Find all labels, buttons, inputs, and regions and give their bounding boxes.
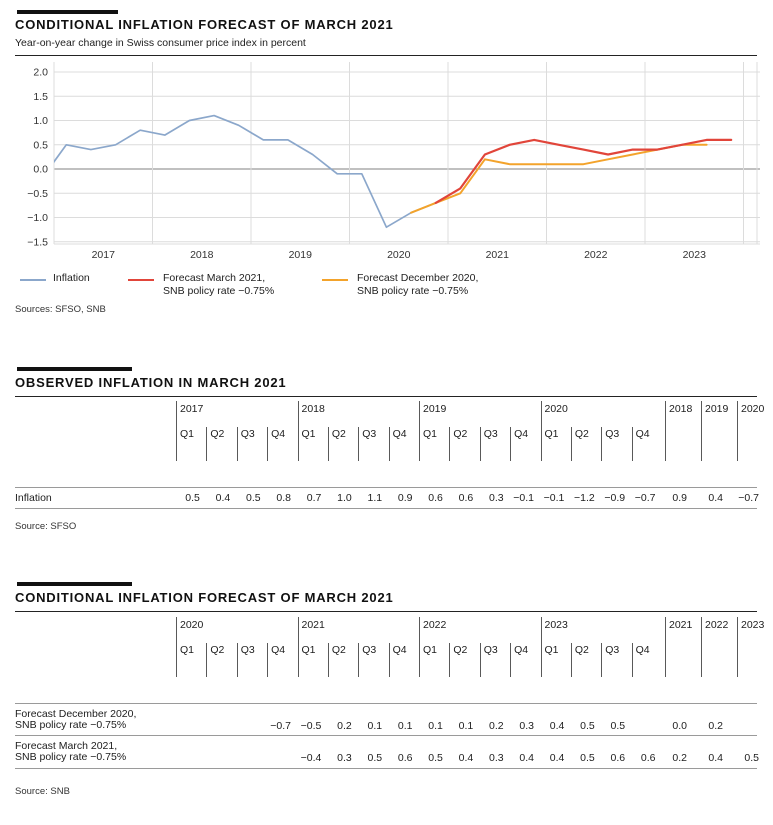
table-row-label: SNB policy rate −0.75% bbox=[15, 719, 127, 731]
legend-text: SNB policy rate −0.75% bbox=[357, 285, 469, 297]
table-quarter-divider bbox=[206, 427, 207, 461]
legend-label-inflation bbox=[53, 272, 90, 285]
table-year-label: 2018 bbox=[301, 403, 325, 415]
table-rule bbox=[15, 487, 757, 488]
table-year-divider bbox=[541, 401, 542, 461]
table-quarter-divider bbox=[632, 427, 633, 461]
chart-xtick-label: 2019 bbox=[288, 249, 312, 261]
table-cell-value: 0.6 bbox=[428, 492, 443, 504]
legend-text: Forecast December 2020, bbox=[357, 272, 479, 284]
table-quarter-label: Q3 bbox=[362, 644, 377, 656]
table-cell-value: −1.2 bbox=[574, 492, 595, 504]
table-cell-value: 0.5 bbox=[185, 492, 200, 504]
table-year-divider bbox=[298, 617, 299, 677]
table-quarter-label: Q2 bbox=[453, 428, 468, 440]
table-year-label: 2021 bbox=[301, 619, 325, 631]
chart-xtick-label: 2017 bbox=[91, 249, 115, 261]
table-quarter-label: Q3 bbox=[240, 428, 255, 440]
table-quarter-divider bbox=[449, 427, 450, 461]
table-annual-label: 2021 bbox=[669, 619, 693, 631]
table-quarter-label: Q3 bbox=[240, 644, 255, 656]
table-quarter-divider bbox=[510, 643, 511, 677]
table-year-label: 2022 bbox=[423, 619, 447, 631]
section-accent-bar bbox=[17, 367, 132, 371]
table-year-divider bbox=[541, 617, 542, 677]
forecast-table-source: Source: SNB bbox=[15, 786, 70, 797]
table-cell-value: 0.5 bbox=[580, 752, 595, 764]
table-quarter-label: Q4 bbox=[635, 428, 650, 440]
table-quarter-divider bbox=[480, 427, 481, 461]
table-cell-value: −0.1 bbox=[513, 492, 534, 504]
table-rule bbox=[15, 735, 757, 736]
table-quarter-divider bbox=[358, 427, 359, 461]
table-year-divider bbox=[419, 401, 420, 461]
table-row-label: Forecast December 2020, bbox=[15, 708, 137, 720]
table-quarter-divider bbox=[237, 427, 238, 461]
table-quarter-label: Q4 bbox=[514, 644, 529, 656]
chart-ytick-label: 1.5 bbox=[33, 90, 48, 103]
table-quarter-label: Q3 bbox=[605, 428, 620, 440]
table-annual-label: 2022 bbox=[705, 619, 729, 631]
chart-ytick-label: −1.0 bbox=[27, 212, 48, 224]
table-cell-value: 0.3 bbox=[337, 752, 352, 764]
table-cell-value: 0.6 bbox=[640, 752, 656, 764]
table-year-label: 2020 bbox=[544, 403, 568, 415]
table-quarter-label: Q3 bbox=[605, 644, 620, 656]
table-row-label: Forecast March 2021, bbox=[15, 740, 118, 752]
table-cell-value: 0.6 bbox=[397, 752, 413, 764]
table-year-divider bbox=[419, 617, 420, 677]
table-quarter-divider bbox=[632, 643, 633, 677]
table-annual-divider bbox=[701, 401, 702, 461]
table-quarter-label: Q2 bbox=[574, 428, 589, 440]
table-quarter-divider bbox=[358, 643, 359, 677]
table-quarter-divider bbox=[601, 427, 602, 461]
forecast-table-title: CONDITIONAL INFLATION FORECAST OF MARCH 2021 bbox=[15, 590, 394, 605]
legend-label-forecast-december bbox=[357, 272, 478, 298]
table-cell-value: 0.9 bbox=[397, 492, 413, 504]
table-cell-value: 0.4 bbox=[519, 752, 534, 764]
chart-section-title: CONDITIONAL INFLATION FORECAST OF MARCH 2021 bbox=[15, 17, 394, 32]
table-year-label: 2023 bbox=[544, 619, 568, 631]
chart-xtick-label: 2023 bbox=[682, 249, 706, 261]
table-quarter-divider bbox=[571, 427, 572, 461]
table-quarter-label: Q1 bbox=[423, 644, 438, 656]
table-quarter-divider bbox=[389, 643, 390, 677]
table-annual-divider bbox=[665, 401, 666, 461]
section-accent-bar bbox=[17, 582, 132, 586]
table-annual-divider bbox=[737, 617, 738, 677]
chart-ytick-label: 0.0 bbox=[33, 163, 48, 176]
table-year-label: 2020 bbox=[180, 619, 204, 631]
table-quarter-label: Q1 bbox=[423, 428, 438, 440]
table-cell-value: 0.3 bbox=[489, 492, 504, 504]
table-cell-value: 0.5 bbox=[246, 492, 261, 504]
table-year-label: 2017 bbox=[180, 403, 204, 415]
table-quarter-label: Q3 bbox=[483, 428, 498, 440]
section-accent-bar bbox=[17, 10, 118, 14]
table-quarter-label: Q4 bbox=[392, 428, 407, 440]
chart-ytick-label: 2.0 bbox=[33, 66, 48, 79]
table-cell-value: 1.1 bbox=[367, 492, 383, 504]
table-quarter-label: Q1 bbox=[180, 644, 195, 656]
table-cell-value: 0.4 bbox=[708, 752, 723, 764]
table-quarter-divider bbox=[267, 427, 268, 461]
series-line-forecast_december bbox=[411, 145, 706, 213]
table-quarter-label: Q2 bbox=[210, 428, 225, 440]
table-cell-value: 0.4 bbox=[215, 492, 231, 504]
table-quarter-divider bbox=[571, 643, 572, 677]
chart-xtick-label: 2020 bbox=[387, 249, 411, 261]
table-cell-value: 0.3 bbox=[519, 720, 534, 732]
table-cell-value: −0.4 bbox=[300, 752, 322, 764]
table-cell-value: 0.5 bbox=[428, 752, 443, 764]
table-quarter-divider bbox=[328, 427, 329, 461]
table-annual-divider bbox=[665, 617, 666, 677]
table-quarter-label: Q4 bbox=[271, 644, 286, 656]
conditional-forecast-table bbox=[15, 580, 773, 810]
chart-subtitle: Year-on-year change in Swiss consumer price index in percent bbox=[15, 37, 306, 49]
table-cell-value: 0.1 bbox=[428, 720, 443, 732]
table-quarter-label: Q1 bbox=[544, 428, 559, 440]
table-cell-value: 0.2 bbox=[708, 720, 723, 732]
table-cell-value: 0.9 bbox=[672, 492, 687, 504]
table-cell-value: −0.5 bbox=[300, 720, 322, 732]
table-cell-value: 0.6 bbox=[458, 492, 474, 504]
legend-text: SNB policy rate −0.75% bbox=[163, 285, 275, 297]
table-year-divider bbox=[176, 401, 177, 461]
table-cell-value: 0.7 bbox=[306, 492, 322, 504]
chart-sources: Sources: SFSO, SNB bbox=[15, 304, 106, 315]
chart-ytick-label: −0.5 bbox=[27, 187, 48, 200]
series-line-inflation bbox=[42, 116, 436, 228]
table-quarter-label: Q3 bbox=[483, 644, 498, 656]
legend-swatch-forecast-december bbox=[322, 279, 348, 281]
table-quarter-divider bbox=[601, 643, 602, 677]
table-quarter-label: Q1 bbox=[544, 644, 559, 656]
table-quarter-divider bbox=[480, 643, 481, 677]
table-quarter-divider bbox=[206, 643, 207, 677]
table-cell-value: 0.2 bbox=[672, 752, 687, 764]
legend-label-forecast-march bbox=[163, 272, 274, 298]
table-cell-value: 0.1 bbox=[458, 720, 474, 732]
table-row-label: Inflation bbox=[15, 492, 52, 504]
chart-xtick-label: 2018 bbox=[190, 249, 214, 261]
chart-ytick-label: 0.5 bbox=[33, 139, 48, 152]
chart-xtick-label: 2022 bbox=[584, 249, 608, 261]
table-quarter-label: Q2 bbox=[574, 644, 589, 656]
table-cell-value: 0.5 bbox=[610, 720, 626, 732]
table-annual-divider bbox=[701, 617, 702, 677]
table-quarter-divider bbox=[449, 643, 450, 677]
table-quarter-label: Q3 bbox=[362, 428, 377, 440]
table-quarter-label: Q2 bbox=[331, 428, 346, 440]
table-cell-value: 0.2 bbox=[337, 720, 352, 732]
legend-text: Inflation bbox=[53, 272, 90, 284]
table-quarter-label: Q4 bbox=[271, 428, 286, 440]
observed-inflation-table bbox=[15, 365, 773, 545]
table-quarter-label: Q4 bbox=[392, 644, 407, 656]
table-quarter-label: Q1 bbox=[180, 428, 195, 440]
header-rule bbox=[15, 396, 757, 397]
table-cell-value: 0.6 bbox=[610, 752, 626, 764]
table-quarter-divider bbox=[510, 427, 511, 461]
table-quarter-divider bbox=[237, 643, 238, 677]
table-annual-label: 2020 bbox=[741, 403, 765, 415]
table-cell-value: 0.3 bbox=[489, 752, 504, 764]
table-cell-value: 0.5 bbox=[367, 752, 383, 764]
table-cell-value: 0.8 bbox=[276, 492, 291, 504]
table-quarter-label: Q4 bbox=[635, 644, 650, 656]
table-annual-label: 2018 bbox=[669, 403, 693, 415]
table-cell-value: 0.4 bbox=[708, 492, 723, 504]
table-cell-value: 0.1 bbox=[397, 720, 413, 732]
table-cell-value: 0.4 bbox=[549, 752, 565, 764]
table-cell-value: 0.5 bbox=[580, 720, 595, 732]
table-cell-value: 0.0 bbox=[672, 720, 687, 732]
table-quarter-label: Q1 bbox=[301, 644, 316, 656]
table-cell-value: −0.1 bbox=[543, 492, 565, 504]
table-rule bbox=[15, 508, 757, 509]
table-quarter-divider bbox=[328, 643, 329, 677]
table-cell-value: 0.4 bbox=[549, 720, 565, 732]
inflation-forecast-chart bbox=[0, 56, 773, 268]
table-cell-value: 0.5 bbox=[744, 752, 759, 764]
table-year-label: 2019 bbox=[423, 403, 447, 415]
table-cell-value: −0.7 bbox=[738, 492, 759, 504]
chart-ytick-label: 1.0 bbox=[33, 115, 48, 127]
table-cell-value: −0.7 bbox=[634, 492, 656, 504]
observed-table-title: OBSERVED INFLATION IN MARCH 2021 bbox=[15, 375, 287, 390]
table-cell-value: −0.7 bbox=[270, 720, 291, 732]
header-rule bbox=[15, 611, 757, 612]
table-annual-divider bbox=[737, 401, 738, 461]
table-cell-value: 1.0 bbox=[337, 492, 352, 504]
table-quarter-divider bbox=[389, 427, 390, 461]
observed-table-source: Source: SFSO bbox=[15, 521, 77, 532]
table-quarter-label: Q2 bbox=[453, 644, 468, 656]
table-quarter-label: Q2 bbox=[210, 644, 225, 656]
table-quarter-label: Q1 bbox=[301, 428, 316, 440]
table-cell-value: 0.2 bbox=[489, 720, 504, 732]
table-annual-label: 2019 bbox=[705, 403, 729, 415]
table-year-divider bbox=[176, 617, 177, 677]
legend-swatch-inflation bbox=[20, 279, 46, 281]
chart-ytick-label: −1.5 bbox=[27, 236, 48, 249]
chart-xtick-label: 2021 bbox=[485, 249, 509, 261]
table-cell-value: 0.1 bbox=[367, 720, 383, 732]
legend-swatch-forecast-march bbox=[128, 279, 154, 281]
table-quarter-divider bbox=[267, 643, 268, 677]
table-row-label: SNB policy rate −0.75% bbox=[15, 751, 127, 763]
table-rule bbox=[15, 703, 757, 704]
table-annual-label: 2023 bbox=[741, 619, 765, 631]
table-year-divider bbox=[298, 401, 299, 461]
table-quarter-label: Q4 bbox=[514, 428, 529, 440]
table-quarter-label: Q2 bbox=[331, 644, 346, 656]
table-cell-value: 0.4 bbox=[458, 752, 474, 764]
table-rule bbox=[15, 768, 757, 769]
legend-text: Forecast March 2021, bbox=[163, 272, 266, 284]
table-cell-value: −0.9 bbox=[604, 492, 626, 504]
